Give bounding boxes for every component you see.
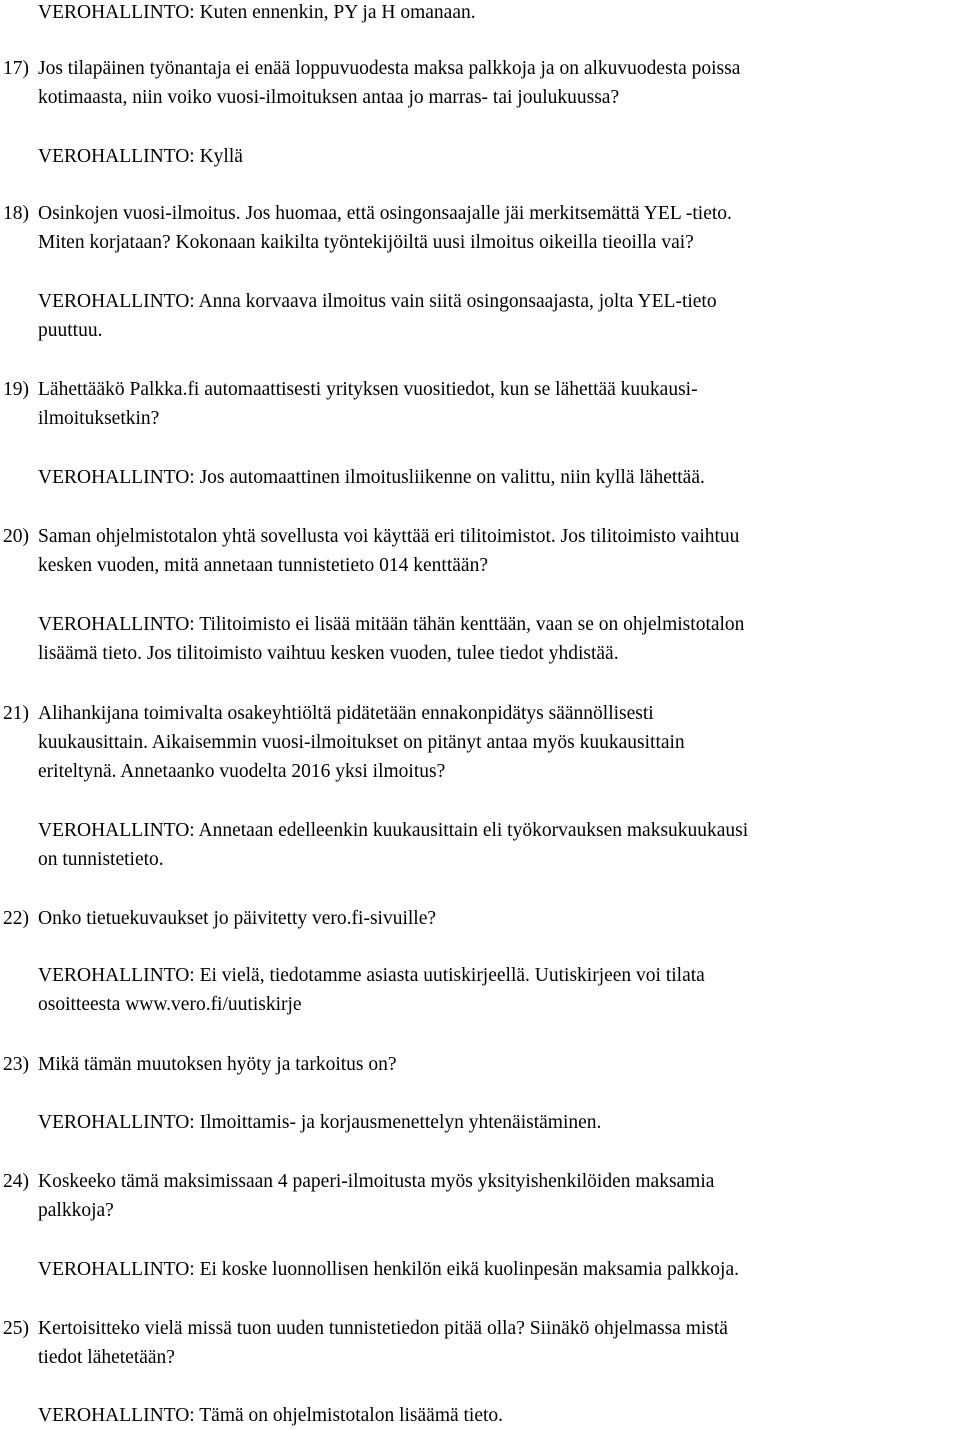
question-text: palkkoja? bbox=[38, 1200, 114, 1221]
question-line bbox=[3, 728, 960, 757]
answer-line bbox=[38, 142, 960, 171]
answer-line bbox=[38, 961, 960, 990]
question-line bbox=[3, 904, 960, 933]
answer-text: Jos automaattinen ilmoitusliikenne on valittu, niin kyllä lähettää. bbox=[199, 467, 705, 488]
question-number: 18) bbox=[3, 203, 29, 224]
question-line bbox=[3, 228, 960, 257]
answer-24 bbox=[38, 1255, 960, 1284]
question-text: kuukausittain. Aikaisemmin vuosi-ilmoitukset on pitänyt antaa myös kuukausittain bbox=[38, 732, 685, 753]
question-text: Onko tietuekuvaukset jo päivitetty vero.fi-sivuille? bbox=[38, 908, 437, 929]
question-text: Osinkojen vuosi-ilmoitus. Jos huomaa, että osingonsaajalle jäi merkitsemättä YEL -tieto. bbox=[38, 203, 732, 224]
question-22 bbox=[3, 904, 960, 933]
question-text: Mikä tämän muutoksen hyöty ja tarkoitus on? bbox=[38, 1054, 397, 1075]
answer-prefix: VEROHALLINTO: bbox=[38, 820, 195, 841]
answer-line bbox=[38, 316, 960, 345]
answer-line bbox=[38, 816, 960, 845]
question-text: eriteltynä. Annetaanko vuodelta 2016 yksi ilmoitus? bbox=[38, 761, 446, 782]
answer-prefix: VEROHALLINTO: bbox=[38, 1405, 195, 1426]
question-text: Lähettääkö Palkka.fi automaattisesti yrityksen vuositiedot, kun se lähettää kuukausi- bbox=[38, 379, 698, 400]
answer-text: Annetaan edelleenkin kuukausittain eli työkorvauksen maksukuukausi bbox=[198, 820, 749, 841]
answer-text: puuttuu. bbox=[38, 320, 103, 341]
question-text: kesken vuoden, mitä annetaan tunnistetieto 014 kenttään? bbox=[38, 555, 488, 576]
answer-text: Kyllä bbox=[199, 146, 243, 167]
answer-line bbox=[38, 990, 960, 1019]
answer-text: on tunnistetieto. bbox=[38, 849, 164, 870]
answer-21 bbox=[38, 816, 960, 874]
question-text: Miten korjataan? Kokonaan kaikilta työntekijöiltä uusi ilmoitus oikeilla tieoilla vai? bbox=[38, 232, 694, 253]
answer-line bbox=[38, 639, 960, 668]
answer-18 bbox=[38, 287, 960, 345]
question-line bbox=[3, 375, 960, 404]
question-23 bbox=[3, 1050, 960, 1079]
answer-text: Ilmoittamis- ja korjausmenettelyn yhtenäistäminen. bbox=[199, 1112, 602, 1133]
answer-text: Tämä on ohjelmistotalon lisäämä tieto. bbox=[199, 1405, 504, 1426]
question-line bbox=[3, 54, 960, 83]
question-text: kotimaasta, niin voiko vuosi-ilmoituksen antaa jo marras- tai joulukuussa? bbox=[38, 87, 620, 108]
answer-text: lisäämä tieto. Jos tilitoimisto vaihtuu kesken vuoden, tulee tiedot yhdistää. bbox=[38, 643, 619, 664]
answer-prefix: VEROHALLINTO: bbox=[38, 467, 195, 488]
answer-prefix: VEROHALLINTO: bbox=[38, 965, 195, 986]
question-number: 22) bbox=[3, 908, 29, 929]
question-number: 19) bbox=[3, 379, 29, 400]
answer-23 bbox=[38, 1108, 960, 1137]
answer-17 bbox=[38, 142, 960, 171]
question-line bbox=[3, 1196, 960, 1225]
answer-line bbox=[38, 287, 960, 316]
question-text: Jos tilapäinen työnantaja ei enää loppuvuodesta maksa palkkoja ja on alkuvuodesta poissa bbox=[38, 58, 741, 79]
answer-prefix: VEROHALLINTO: bbox=[38, 2, 195, 23]
question-number: 17) bbox=[3, 58, 29, 79]
answer-top bbox=[38, 0, 960, 27]
answer-text: osoitteesta www.vero.fi/uutiskirje bbox=[38, 994, 302, 1015]
answer-line bbox=[38, 463, 960, 492]
question-number: 23) bbox=[3, 1054, 29, 1075]
answer-prefix: VEROHALLINTO: bbox=[38, 1259, 195, 1280]
answer-prefix: VEROHALLINTO: bbox=[38, 146, 195, 167]
question-text: Kertoisitteko vielä missä tuon uuden tunnistetiedon pitää olla? Siinäkö ohjelmassa mistä bbox=[38, 1318, 728, 1339]
answer-line bbox=[38, 1401, 960, 1430]
answer-line bbox=[38, 1108, 960, 1137]
question-number: 21) bbox=[3, 703, 29, 724]
answer-line bbox=[38, 845, 960, 874]
answer-20 bbox=[38, 610, 960, 668]
question-19 bbox=[3, 375, 960, 433]
question-text: Koskeeko tämä maksimissaan 4 paperi-ilmoitusta myös yksityishenkilöiden maksamia bbox=[38, 1171, 715, 1192]
question-text: Saman ohjelmistotalon yhtä sovellusta voi käyttää eri tilitoimistot. Jos tilitoimisto vaihtuu bbox=[38, 526, 740, 547]
question-number: 25) bbox=[3, 1318, 29, 1339]
answer-text: Anna korvaava ilmoitus vain siitä osingonsaajasta, jolta YEL-tieto bbox=[198, 291, 717, 312]
question-text: ilmoituksetkin? bbox=[38, 408, 160, 429]
question-24 bbox=[3, 1167, 960, 1225]
question-line bbox=[3, 1343, 960, 1372]
answer-text: Ei koske luonnollisen henkilön eikä kuolinpesän maksamia palkkoja. bbox=[199, 1259, 739, 1280]
question-line bbox=[3, 1167, 960, 1196]
answer-text: Tilitoimisto ei lisää mitään tähän kenttään, vaan se on ohjelmistotalon bbox=[199, 614, 745, 635]
question-line bbox=[3, 404, 960, 433]
answer-line bbox=[38, 610, 960, 639]
question-line bbox=[3, 757, 960, 786]
question-25 bbox=[3, 1314, 960, 1372]
answer-25 bbox=[38, 1401, 960, 1430]
answer-prefix: VEROHALLINTO: bbox=[38, 614, 195, 635]
question-20 bbox=[3, 522, 960, 580]
answer-line bbox=[38, 1255, 960, 1284]
answer-22 bbox=[38, 961, 960, 1019]
question-text: tiedot lähetetään? bbox=[38, 1347, 175, 1368]
question-line bbox=[3, 551, 960, 580]
question-text: Alihankijana toimivalta osakeyhtiöltä pidätetään ennakonpidätys säännöllisesti bbox=[38, 703, 654, 724]
question-line bbox=[3, 699, 960, 728]
question-number: 20) bbox=[3, 526, 29, 547]
question-line bbox=[3, 83, 960, 112]
question-line bbox=[3, 1314, 960, 1343]
question-18 bbox=[3, 199, 960, 257]
answer-prefix: VEROHALLINTO: bbox=[38, 291, 195, 312]
question-number: 24) bbox=[3, 1171, 29, 1192]
answer-text: Kuten ennenkin, PY ja H omanaan. bbox=[199, 2, 476, 23]
answer-prefix: VEROHALLINTO: bbox=[38, 1112, 195, 1133]
question-line bbox=[3, 522, 960, 551]
question-line bbox=[3, 199, 960, 228]
question-line bbox=[3, 1050, 960, 1079]
question-21 bbox=[3, 699, 960, 786]
answer-19 bbox=[38, 463, 960, 492]
question-17 bbox=[3, 54, 960, 112]
answer-line bbox=[38, 0, 960, 27]
answer-text: Ei vielä, tiedotamme asiasta uutiskirjeellä. Uutiskirjeen voi tilata bbox=[199, 965, 705, 986]
